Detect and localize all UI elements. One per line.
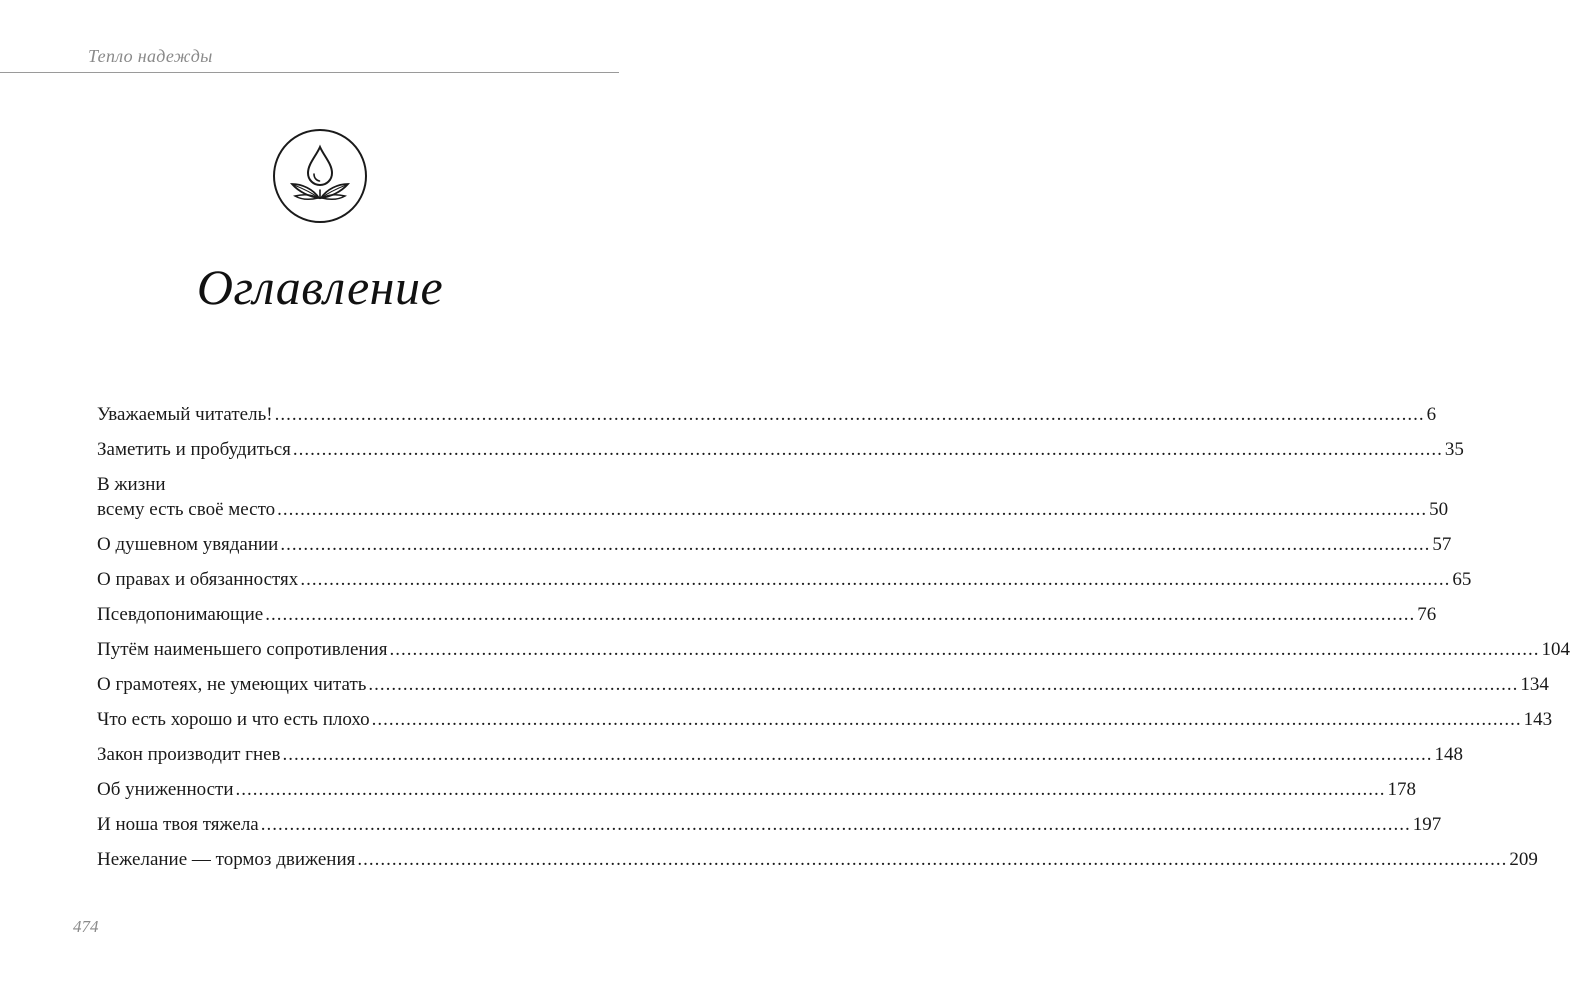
toc-entry-page: 50 (1429, 499, 1449, 520)
toc-leader: ........................................................................................................................................................................................................ (260, 814, 1411, 835)
toc-leader: ........................................................................................................................................................................................................ (280, 534, 1431, 555)
header-rule (0, 72, 619, 73)
toc-entry[interactable] (97, 812, 1442, 837)
toc-leader: ........................................................................................................................................................................................................ (277, 499, 1428, 520)
toc-entry-title: Об униженности (97, 779, 234, 800)
page-number: 474 (73, 917, 99, 936)
toc-entry-page: 35 (1444, 439, 1464, 460)
toc-leader: ........................................................................................................................................................................................................ (292, 439, 1443, 460)
toc-entry-title: Псевдопонимающие (97, 604, 264, 625)
toc-entry-title: О грамотеях, не умеющих читать (97, 674, 367, 695)
toc-entry-title: Закон производит гнев (97, 744, 281, 765)
toc-entry-page: 65 (1452, 569, 1472, 590)
toc-entry-title: О душевном увядании (97, 534, 279, 555)
toc-entry[interactable] (97, 437, 1464, 462)
toc-entry-page: 6 (1426, 404, 1437, 425)
toc-entry-page: 134 (1520, 674, 1549, 695)
toc-leader: ........................................................................................................................................................................................................ (282, 744, 1433, 765)
toc-entry-page: 143 (1523, 709, 1553, 730)
toc-leader: ........................................................................................................................................................................................................ (368, 674, 1519, 695)
toc-leader: ........................................................................................................................................................................................................ (300, 569, 1451, 590)
toc-entry-page: 76 (1417, 604, 1437, 625)
toc-entry-page: 57 (1432, 534, 1452, 555)
table-of-contents (97, 402, 1570, 882)
toc-entry[interactable] (97, 637, 1570, 662)
toc-entry[interactable] (97, 602, 1437, 627)
toc-entry-title (97, 472, 275, 522)
toc-entry-title: Нежелание — тормоз движения (97, 849, 356, 870)
toc-entry-title: О правах и обязанностях (97, 569, 299, 590)
toc-entry-title: Путём наименьшего сопротивления (97, 639, 388, 660)
drop-leaves-icon (272, 128, 368, 224)
toc-entry-title: Уважаемый читатель! (97, 404, 273, 425)
toc-entry-title-line1: В жизни (97, 474, 166, 495)
toc-entry-page: 178 (1387, 779, 1416, 800)
toc-entry[interactable] (97, 402, 1437, 427)
toc-entry[interactable] (97, 777, 1416, 802)
toc-leader: ........................................................................................................................................................................................................ (235, 779, 1386, 800)
toc-entry-title: Заметить и пробудиться (97, 439, 291, 460)
toc-entry[interactable] (97, 532, 1452, 557)
toc-entry-title-line2: всему есть своё место (97, 499, 276, 520)
toc-leader: ........................................................................................................................................................................................................ (274, 404, 1425, 425)
toc-entry-title: И ноша твоя тяжела (97, 814, 259, 835)
toc-leader: ........................................................................................................................................................................................................ (371, 709, 1522, 730)
toc-entry[interactable] (97, 567, 1472, 592)
toc-entry[interactable] (97, 672, 1549, 697)
toc-entry-page: 209 (1509, 849, 1538, 870)
toc-leader: ........................................................................................................................................................................................................ (389, 639, 1540, 660)
toc-entry[interactable] (97, 742, 1464, 767)
toc-leader: ........................................................................................................................................................................................................ (357, 849, 1508, 870)
toc-title: Оглавление (196, 259, 444, 315)
toc-entry[interactable] (97, 847, 1538, 872)
toc-entry-page: 197 (1412, 814, 1442, 835)
toc-leader: ........................................................................................................................................................................................................ (265, 604, 1416, 625)
toc-entry[interactable] (97, 472, 1449, 522)
toc-entry[interactable] (97, 707, 1553, 732)
toc-entry-page: 148 (1434, 744, 1464, 765)
running-head: Тепло надежды (88, 46, 213, 66)
toc-entry-title: Что есть хорошо и что есть плохо (97, 709, 370, 730)
toc-entry-page: 104 (1541, 639, 1570, 660)
